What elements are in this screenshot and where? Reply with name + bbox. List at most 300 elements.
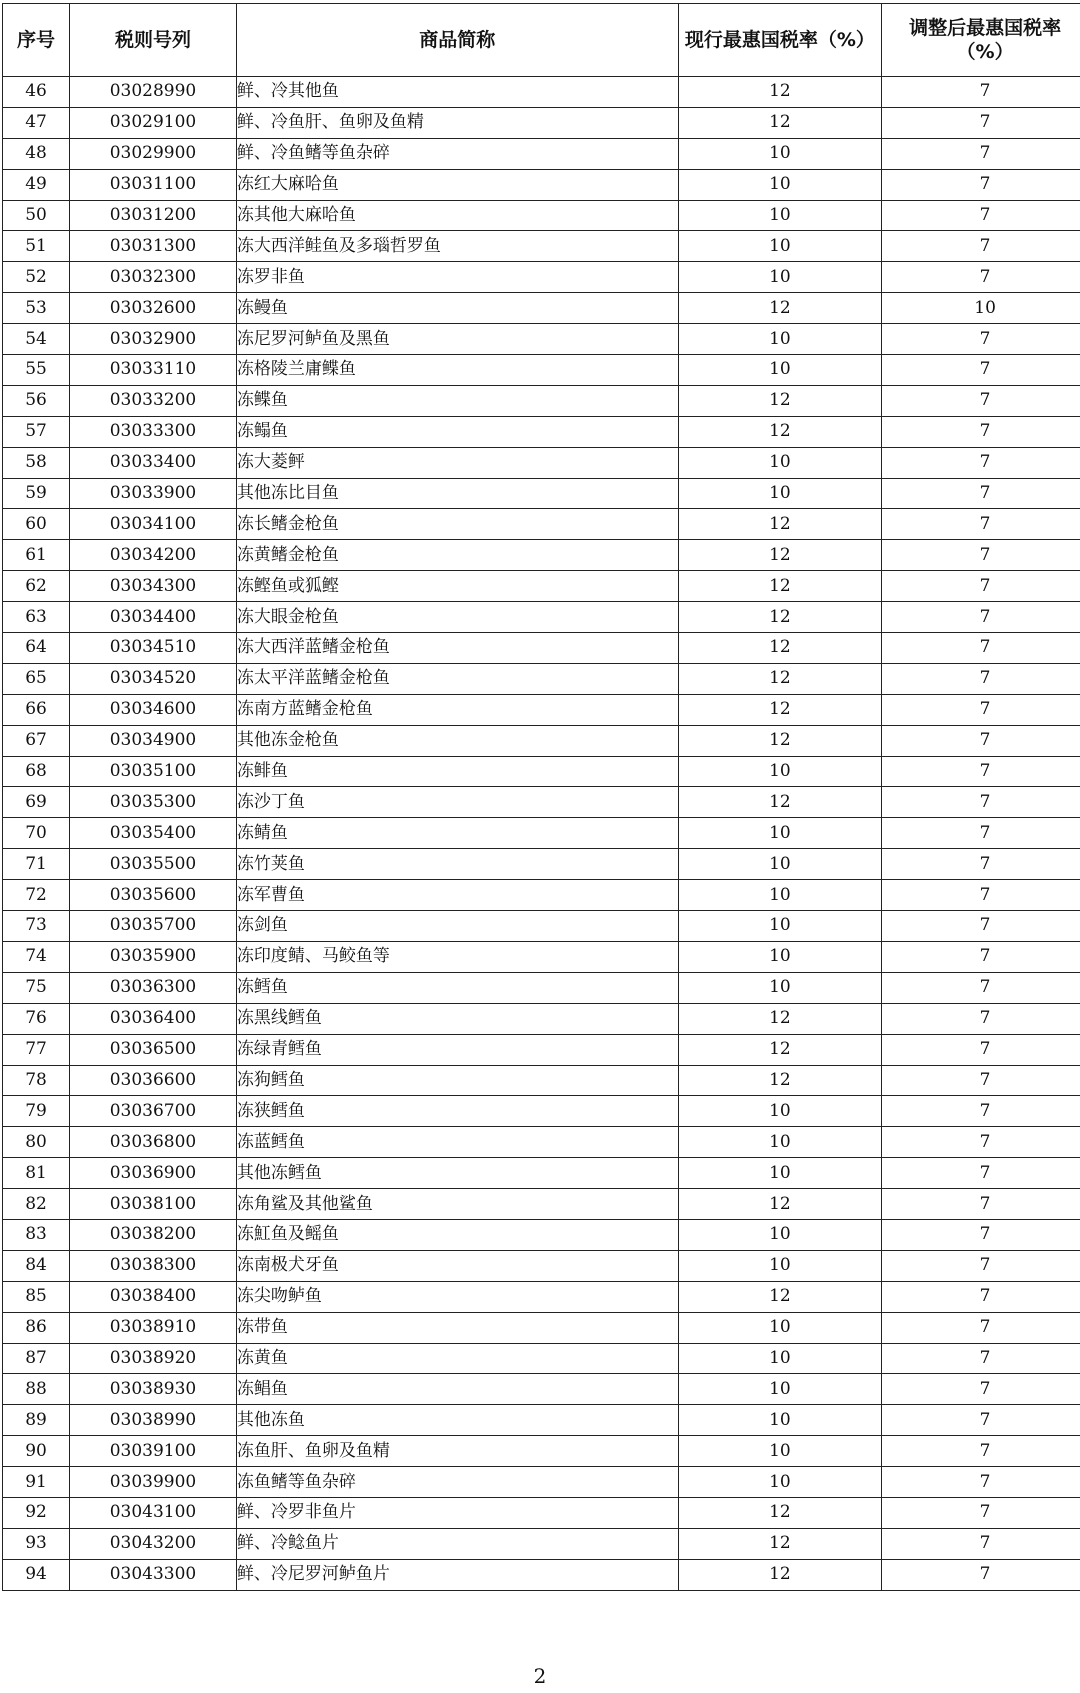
table-row [3, 1467, 1080, 1498]
cell-adjusted-rate: 7 [882, 478, 1080, 509]
cell-code: 03043300 [70, 1559, 237, 1590]
cell-seq: 79 [3, 1096, 70, 1127]
cell-code: 03035300 [70, 787, 237, 818]
table-row [3, 1250, 1080, 1281]
cell-current-rate: 10 [678, 756, 882, 787]
cell-code: 03029900 [70, 138, 237, 169]
cell-name: 冻鲱鱼 [236, 756, 678, 787]
cell-current-rate: 10 [678, 941, 882, 972]
cell-name: 其他冻金枪鱼 [236, 725, 678, 756]
cell-name: 冻南极犬牙鱼 [236, 1250, 678, 1281]
cell-adjusted-rate: 7 [882, 1312, 1080, 1343]
table-row [3, 849, 1080, 880]
cell-seq: 84 [3, 1250, 70, 1281]
cell-code: 03035400 [70, 818, 237, 849]
cell-adjusted-rate: 7 [882, 1467, 1080, 1498]
table-row [3, 1096, 1080, 1127]
cell-adjusted-rate: 7 [882, 1436, 1080, 1467]
cell-current-rate: 12 [678, 1497, 882, 1528]
cell-name: 其他冻鳕鱼 [236, 1158, 678, 1189]
table-header [3, 4, 1080, 77]
cell-adjusted-rate: 7 [882, 169, 1080, 200]
cell-code: 03035700 [70, 911, 237, 942]
cell-current-rate: 10 [678, 1467, 882, 1498]
cell-name: 冻角鲨及其他鲨鱼 [236, 1189, 678, 1220]
cell-code: 03036800 [70, 1127, 237, 1158]
cell-current-rate: 12 [678, 293, 882, 324]
cell-seq: 91 [3, 1467, 70, 1498]
cell-adjusted-rate: 7 [882, 1096, 1080, 1127]
cell-name: 冻其他大麻哈鱼 [236, 200, 678, 231]
table-row [3, 571, 1080, 602]
cell-adjusted-rate: 7 [882, 540, 1080, 571]
cell-current-rate: 10 [678, 1219, 882, 1250]
cell-code: 03038200 [70, 1219, 237, 1250]
cell-seq: 74 [3, 941, 70, 972]
cell-current-rate: 12 [678, 571, 882, 602]
cell-seq: 62 [3, 571, 70, 602]
cell-adjusted-rate: 7 [882, 107, 1080, 138]
cell-code: 03038930 [70, 1374, 237, 1405]
table-row [3, 293, 1080, 324]
cell-seq: 56 [3, 385, 70, 416]
cell-seq: 49 [3, 169, 70, 200]
cell-seq: 66 [3, 694, 70, 725]
cell-code: 03033900 [70, 478, 237, 509]
cell-adjusted-rate: 7 [882, 818, 1080, 849]
cell-current-rate: 12 [678, 663, 882, 694]
cell-seq: 58 [3, 447, 70, 478]
cell-name: 冻沙丁鱼 [236, 787, 678, 818]
cell-name: 鲜、冷鲶鱼片 [236, 1528, 678, 1559]
cell-code: 03038100 [70, 1189, 237, 1220]
cell-current-rate: 12 [678, 416, 882, 447]
cell-current-rate: 10 [678, 972, 882, 1003]
cell-code: 03031200 [70, 200, 237, 231]
cell-code: 03038300 [70, 1250, 237, 1281]
table-row [3, 200, 1080, 231]
cell-name: 鲜、冷鱼肝、鱼卵及鱼精 [236, 107, 678, 138]
cell-seq: 60 [3, 509, 70, 540]
cell-adjusted-rate: 7 [882, 1127, 1080, 1158]
cell-name: 冻长鳍金枪鱼 [236, 509, 678, 540]
cell-name: 冻南方蓝鳍金枪鱼 [236, 694, 678, 725]
cell-adjusted-rate: 7 [882, 1343, 1080, 1374]
header-name: 商品简称 [236, 4, 678, 77]
cell-seq: 61 [3, 540, 70, 571]
cell-seq: 48 [3, 138, 70, 169]
cell-code: 03039900 [70, 1467, 237, 1498]
cell-adjusted-rate: 7 [882, 1281, 1080, 1312]
cell-adjusted-rate: 7 [882, 1034, 1080, 1065]
cell-name: 冻狭鳕鱼 [236, 1096, 678, 1127]
tariff-table [2, 3, 1080, 1591]
cell-code: 03043100 [70, 1497, 237, 1528]
cell-current-rate: 10 [678, 1158, 882, 1189]
cell-code: 03028990 [70, 77, 237, 108]
table-row [3, 1127, 1080, 1158]
table-row [3, 911, 1080, 942]
cell-current-rate: 12 [678, 77, 882, 108]
table-row [3, 478, 1080, 509]
cell-code: 03034520 [70, 663, 237, 694]
cell-seq: 73 [3, 911, 70, 942]
cell-name: 冻尼罗河鲈鱼及黑鱼 [236, 324, 678, 355]
cell-current-rate: 12 [678, 509, 882, 540]
cell-code: 03043200 [70, 1528, 237, 1559]
cell-seq: 87 [3, 1343, 70, 1374]
cell-current-rate: 10 [678, 1096, 882, 1127]
cell-name: 冻印度鲭、马鲛鱼等 [236, 941, 678, 972]
cell-name: 冻红大麻哈鱼 [236, 169, 678, 200]
cell-code: 03034200 [70, 540, 237, 571]
table-row [3, 355, 1080, 386]
cell-current-rate: 12 [678, 602, 882, 633]
cell-adjusted-rate: 7 [882, 663, 1080, 694]
table-row [3, 509, 1080, 540]
cell-adjusted-rate: 7 [882, 324, 1080, 355]
cell-name: 冻鳎鱼 [236, 416, 678, 447]
table-body [3, 77, 1080, 1591]
cell-code: 03034600 [70, 694, 237, 725]
cell-adjusted-rate: 7 [882, 1559, 1080, 1590]
cell-code: 03036900 [70, 1158, 237, 1189]
cell-adjusted-rate: 7 [882, 1158, 1080, 1189]
cell-name: 冻太平洋蓝鳍金枪鱼 [236, 663, 678, 694]
cell-seq: 64 [3, 633, 70, 664]
table-row [3, 1065, 1080, 1096]
cell-name: 冻罗非鱼 [236, 262, 678, 293]
header-current-rate: 现行最惠国税率（%） [678, 4, 882, 77]
cell-code: 03034100 [70, 509, 237, 540]
table-row [3, 756, 1080, 787]
cell-adjusted-rate: 7 [882, 694, 1080, 725]
cell-name: 冻大眼金枪鱼 [236, 602, 678, 633]
cell-adjusted-rate: 7 [882, 1528, 1080, 1559]
table-row [3, 694, 1080, 725]
cell-current-rate: 12 [678, 1559, 882, 1590]
cell-seq: 72 [3, 880, 70, 911]
cell-name: 冻黄鱼 [236, 1343, 678, 1374]
cell-seq: 69 [3, 787, 70, 818]
cell-adjusted-rate: 7 [882, 602, 1080, 633]
cell-code: 03036600 [70, 1065, 237, 1096]
cell-name: 冻军曹鱼 [236, 880, 678, 911]
table-row [3, 1003, 1080, 1034]
table-row [3, 663, 1080, 694]
cell-current-rate: 10 [678, 231, 882, 262]
cell-name: 冻尖吻鲈鱼 [236, 1281, 678, 1312]
cell-seq: 78 [3, 1065, 70, 1096]
cell-seq: 88 [3, 1374, 70, 1405]
cell-adjusted-rate: 7 [882, 972, 1080, 1003]
cell-seq: 77 [3, 1034, 70, 1065]
cell-seq: 86 [3, 1312, 70, 1343]
cell-adjusted-rate: 10 [882, 293, 1080, 324]
cell-seq: 75 [3, 972, 70, 1003]
cell-adjusted-rate: 7 [882, 447, 1080, 478]
table-row [3, 1312, 1080, 1343]
cell-current-rate: 10 [678, 1374, 882, 1405]
cell-current-rate: 12 [678, 1003, 882, 1034]
table-row [3, 1405, 1080, 1436]
cell-current-rate: 12 [678, 633, 882, 664]
table-row [3, 1343, 1080, 1374]
table-row [3, 1281, 1080, 1312]
cell-seq: 85 [3, 1281, 70, 1312]
cell-code: 03036700 [70, 1096, 237, 1127]
cell-adjusted-rate: 7 [882, 633, 1080, 664]
cell-current-rate: 10 [678, 1343, 882, 1374]
cell-adjusted-rate: 7 [882, 787, 1080, 818]
cell-code: 03034300 [70, 571, 237, 602]
header-row [3, 4, 1080, 77]
cell-code: 03036300 [70, 972, 237, 1003]
cell-name: 冻鲽鱼 [236, 385, 678, 416]
cell-current-rate: 12 [678, 725, 882, 756]
table-row [3, 107, 1080, 138]
cell-code: 03034900 [70, 725, 237, 756]
header-code: 税则号列 [70, 4, 237, 77]
cell-adjusted-rate: 7 [882, 849, 1080, 880]
cell-name: 鲜、冷鱼鳍等鱼杂碎 [236, 138, 678, 169]
cell-code: 03032900 [70, 324, 237, 355]
cell-code: 03039100 [70, 1436, 237, 1467]
table-row [3, 1158, 1080, 1189]
table-row [3, 1374, 1080, 1405]
table-row [3, 1559, 1080, 1590]
cell-seq: 52 [3, 262, 70, 293]
cell-name: 鲜、冷其他鱼 [236, 77, 678, 108]
cell-code: 03034400 [70, 602, 237, 633]
cell-code: 03031300 [70, 231, 237, 262]
cell-code: 03033400 [70, 447, 237, 478]
cell-adjusted-rate: 7 [882, 1250, 1080, 1281]
cell-adjusted-rate: 7 [882, 416, 1080, 447]
cell-seq: 82 [3, 1189, 70, 1220]
cell-seq: 51 [3, 231, 70, 262]
cell-name: 冻绿青鳕鱼 [236, 1034, 678, 1065]
table-row [3, 1497, 1080, 1528]
cell-code: 03035500 [70, 849, 237, 880]
cell-seq: 54 [3, 324, 70, 355]
cell-current-rate: 12 [678, 1281, 882, 1312]
cell-name: 冻蓝鳕鱼 [236, 1127, 678, 1158]
cell-seq: 94 [3, 1559, 70, 1590]
cell-name: 冻魟鱼及鳐鱼 [236, 1219, 678, 1250]
cell-name: 冻竹荚鱼 [236, 849, 678, 880]
table-row [3, 231, 1080, 262]
cell-current-rate: 12 [678, 1034, 882, 1065]
header-seq: 序号 [3, 4, 70, 77]
cell-code: 03032600 [70, 293, 237, 324]
cell-adjusted-rate: 7 [882, 385, 1080, 416]
cell-name: 冻大西洋蓝鳍金枪鱼 [236, 633, 678, 664]
cell-code: 03035600 [70, 880, 237, 911]
cell-current-rate: 10 [678, 138, 882, 169]
cell-adjusted-rate: 7 [882, 231, 1080, 262]
cell-current-rate: 12 [678, 107, 882, 138]
cell-adjusted-rate: 7 [882, 77, 1080, 108]
table-row [3, 385, 1080, 416]
cell-name: 鲜、冷罗非鱼片 [236, 1497, 678, 1528]
cell-current-rate: 12 [678, 694, 882, 725]
cell-seq: 65 [3, 663, 70, 694]
cell-seq: 90 [3, 1436, 70, 1467]
cell-current-rate: 10 [678, 478, 882, 509]
cell-seq: 67 [3, 725, 70, 756]
table-row [3, 1528, 1080, 1559]
cell-adjusted-rate: 7 [882, 725, 1080, 756]
cell-current-rate: 10 [678, 1436, 882, 1467]
cell-adjusted-rate: 7 [882, 200, 1080, 231]
cell-current-rate: 12 [678, 1189, 882, 1220]
table-row [3, 1436, 1080, 1467]
cell-current-rate: 12 [678, 1065, 882, 1096]
cell-code: 03035900 [70, 941, 237, 972]
cell-current-rate: 12 [678, 540, 882, 571]
cell-seq: 53 [3, 293, 70, 324]
cell-seq: 57 [3, 416, 70, 447]
cell-current-rate: 12 [678, 787, 882, 818]
cell-current-rate: 10 [678, 1127, 882, 1158]
cell-adjusted-rate: 7 [882, 571, 1080, 602]
cell-name: 冻鱼鳍等鱼杂碎 [236, 1467, 678, 1498]
table-row [3, 1034, 1080, 1065]
cell-current-rate: 10 [678, 911, 882, 942]
table-row [3, 169, 1080, 200]
cell-code: 03038400 [70, 1281, 237, 1312]
cell-current-rate: 10 [678, 169, 882, 200]
table-row [3, 818, 1080, 849]
cell-name: 冻剑鱼 [236, 911, 678, 942]
cell-seq: 68 [3, 756, 70, 787]
cell-name: 其他冻鱼 [236, 1405, 678, 1436]
cell-code: 03036500 [70, 1034, 237, 1065]
cell-current-rate: 10 [678, 447, 882, 478]
cell-adjusted-rate: 7 [882, 1065, 1080, 1096]
cell-name: 鲜、冷尼罗河鲈鱼片 [236, 1559, 678, 1590]
cell-seq: 55 [3, 355, 70, 386]
table-row [3, 972, 1080, 1003]
cell-seq: 76 [3, 1003, 70, 1034]
cell-code: 03035100 [70, 756, 237, 787]
cell-current-rate: 10 [678, 818, 882, 849]
cell-name: 冻鲣鱼或狐鲣 [236, 571, 678, 602]
cell-name: 冻格陵兰庸鲽鱼 [236, 355, 678, 386]
cell-seq: 89 [3, 1405, 70, 1436]
cell-seq: 80 [3, 1127, 70, 1158]
cell-name: 冻黑线鳕鱼 [236, 1003, 678, 1034]
cell-current-rate: 10 [678, 200, 882, 231]
cell-adjusted-rate: 7 [882, 138, 1080, 169]
table-row [3, 1189, 1080, 1220]
table-row [3, 416, 1080, 447]
cell-name: 其他冻比目鱼 [236, 478, 678, 509]
cell-adjusted-rate: 7 [882, 911, 1080, 942]
cell-adjusted-rate: 7 [882, 941, 1080, 972]
table-row [3, 787, 1080, 818]
table-row [3, 941, 1080, 972]
cell-seq: 93 [3, 1528, 70, 1559]
cell-name: 冻狗鳕鱼 [236, 1065, 678, 1096]
cell-code: 03032300 [70, 262, 237, 293]
cell-seq: 81 [3, 1158, 70, 1189]
cell-name: 冻鳗鱼 [236, 293, 678, 324]
table-row [3, 77, 1080, 108]
cell-name: 冻鲭鱼 [236, 818, 678, 849]
cell-name: 冻鲳鱼 [236, 1374, 678, 1405]
cell-code: 03033110 [70, 355, 237, 386]
cell-name: 冻带鱼 [236, 1312, 678, 1343]
table-row [3, 262, 1080, 293]
cell-adjusted-rate: 7 [882, 262, 1080, 293]
cell-name: 冻大菱鲆 [236, 447, 678, 478]
cell-current-rate: 10 [678, 849, 882, 880]
cell-adjusted-rate: 7 [882, 509, 1080, 540]
cell-seq: 47 [3, 107, 70, 138]
table-row [3, 725, 1080, 756]
cell-current-rate: 12 [678, 1528, 882, 1559]
cell-current-rate: 10 [678, 1250, 882, 1281]
cell-seq: 59 [3, 478, 70, 509]
cell-code: 03033200 [70, 385, 237, 416]
cell-current-rate: 10 [678, 355, 882, 386]
cell-code: 03029100 [70, 107, 237, 138]
cell-seq: 71 [3, 849, 70, 880]
cell-current-rate: 10 [678, 1312, 882, 1343]
page-number: 2 [533, 1664, 547, 1688]
cell-adjusted-rate: 7 [882, 880, 1080, 911]
cell-name: 冻鳕鱼 [236, 972, 678, 1003]
cell-seq: 63 [3, 602, 70, 633]
cell-name: 冻黄鳍金枪鱼 [236, 540, 678, 571]
cell-current-rate: 12 [678, 385, 882, 416]
cell-current-rate: 10 [678, 1405, 882, 1436]
cell-code: 03038990 [70, 1405, 237, 1436]
cell-adjusted-rate: 7 [882, 1374, 1080, 1405]
cell-code: 03038910 [70, 1312, 237, 1343]
cell-adjusted-rate: 7 [882, 1405, 1080, 1436]
cell-current-rate: 10 [678, 880, 882, 911]
table-row [3, 602, 1080, 633]
cell-code: 03036400 [70, 1003, 237, 1034]
table-row [3, 138, 1080, 169]
cell-adjusted-rate: 7 [882, 355, 1080, 386]
cell-adjusted-rate: 7 [882, 1497, 1080, 1528]
cell-adjusted-rate: 7 [882, 756, 1080, 787]
cell-adjusted-rate: 7 [882, 1219, 1080, 1250]
cell-name: 冻鱼肝、鱼卵及鱼精 [236, 1436, 678, 1467]
cell-seq: 50 [3, 200, 70, 231]
table-row [3, 1219, 1080, 1250]
cell-seq: 46 [3, 77, 70, 108]
cell-current-rate: 10 [678, 324, 882, 355]
cell-code: 03033300 [70, 416, 237, 447]
table-row [3, 324, 1080, 355]
cell-code: 03031100 [70, 169, 237, 200]
table-row [3, 447, 1080, 478]
table-row [3, 880, 1080, 911]
cell-code: 03034510 [70, 633, 237, 664]
cell-seq: 92 [3, 1497, 70, 1528]
cell-adjusted-rate: 7 [882, 1189, 1080, 1220]
cell-code: 03038920 [70, 1343, 237, 1374]
cell-adjusted-rate: 7 [882, 1003, 1080, 1034]
table-row [3, 633, 1080, 664]
table-row [3, 540, 1080, 571]
cell-name: 冻大西洋鲑鱼及多瑙哲罗鱼 [236, 231, 678, 262]
